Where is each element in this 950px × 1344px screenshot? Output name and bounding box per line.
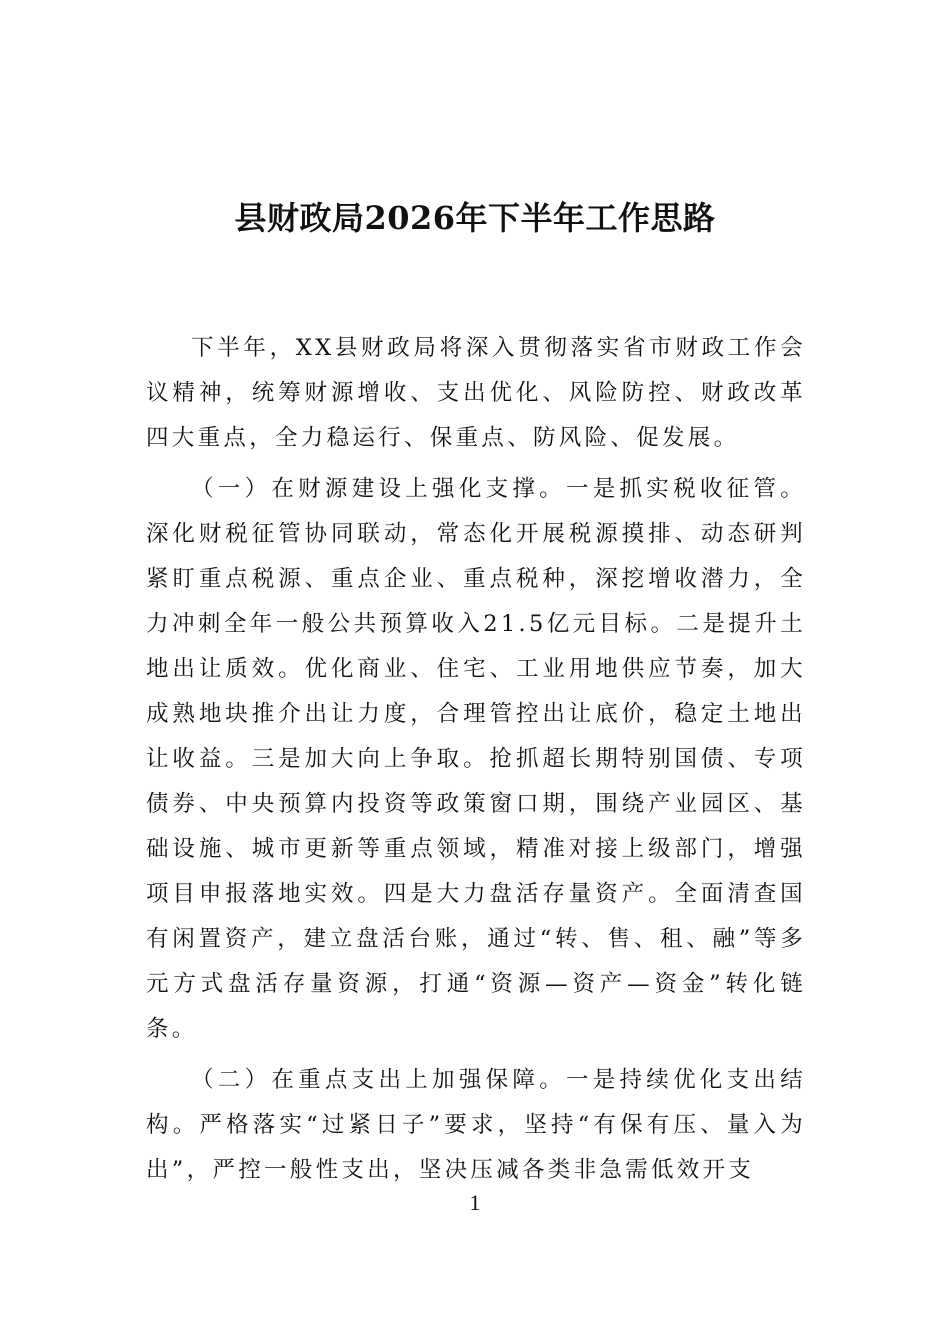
paragraph-text: 一是持续优化支出结构。严格落实“过紧日子”要求，坚持“有保有压、量入为出”，严控一般性支出，坚决压减各类非急需低效开支 <box>146 1067 807 1183</box>
section-1-paragraph <box>146 467 806 1052</box>
section-2-heading: （二）在重点支出上加强保障。 <box>191 1067 566 1093</box>
document-title: 县财政局2026年下半年工作思路 <box>234 199 716 237</box>
intro-paragraph <box>146 326 806 461</box>
paragraph-text: 一是抓实税收征管。深化财税征管协同联动，常态化开展税源摸排、动态研判紧盯重点税源、重点企业、重点税种，深挖增收潜力，全力冲刺全年一般公共预算收入21.5亿元目标。二是提升土地出让质效。优化商业、住宅、工业用地供应节奏，加大成熟地块推介出让力度，合理管控出让底价，稳定土地出让收益。三是加大向上争取。抢抓超长期特别国债、专项债券、中央预算内投资等政策窗口期，围绕产业园区、基础设施、城市更新等重点领域，精准对接上级部门，增强项目申报落地实效。四是大力盘活存量资产。全面清查国有闲置资产，建立盘活台账，通过“转、售、租、融”等多元方式盘活存量资源，打通“资源—资产—资金”转化链条。 <box>146 476 807 1042</box>
section-2-paragraph <box>146 1058 806 1193</box>
section-1-heading: （一）在财源建设上强化支撑。 <box>191 476 566 502</box>
page-number: 1 <box>469 1190 481 1215</box>
paragraph-text: 下半年，XX县财政局将深入贯彻落实省市财政工作会议精神，统筹财源增收、支出优化、风险防控、财政改革四大重点，全力稳运行、保重点、防风险、促发展。 <box>146 335 806 451</box>
document-body <box>146 326 806 1193</box>
